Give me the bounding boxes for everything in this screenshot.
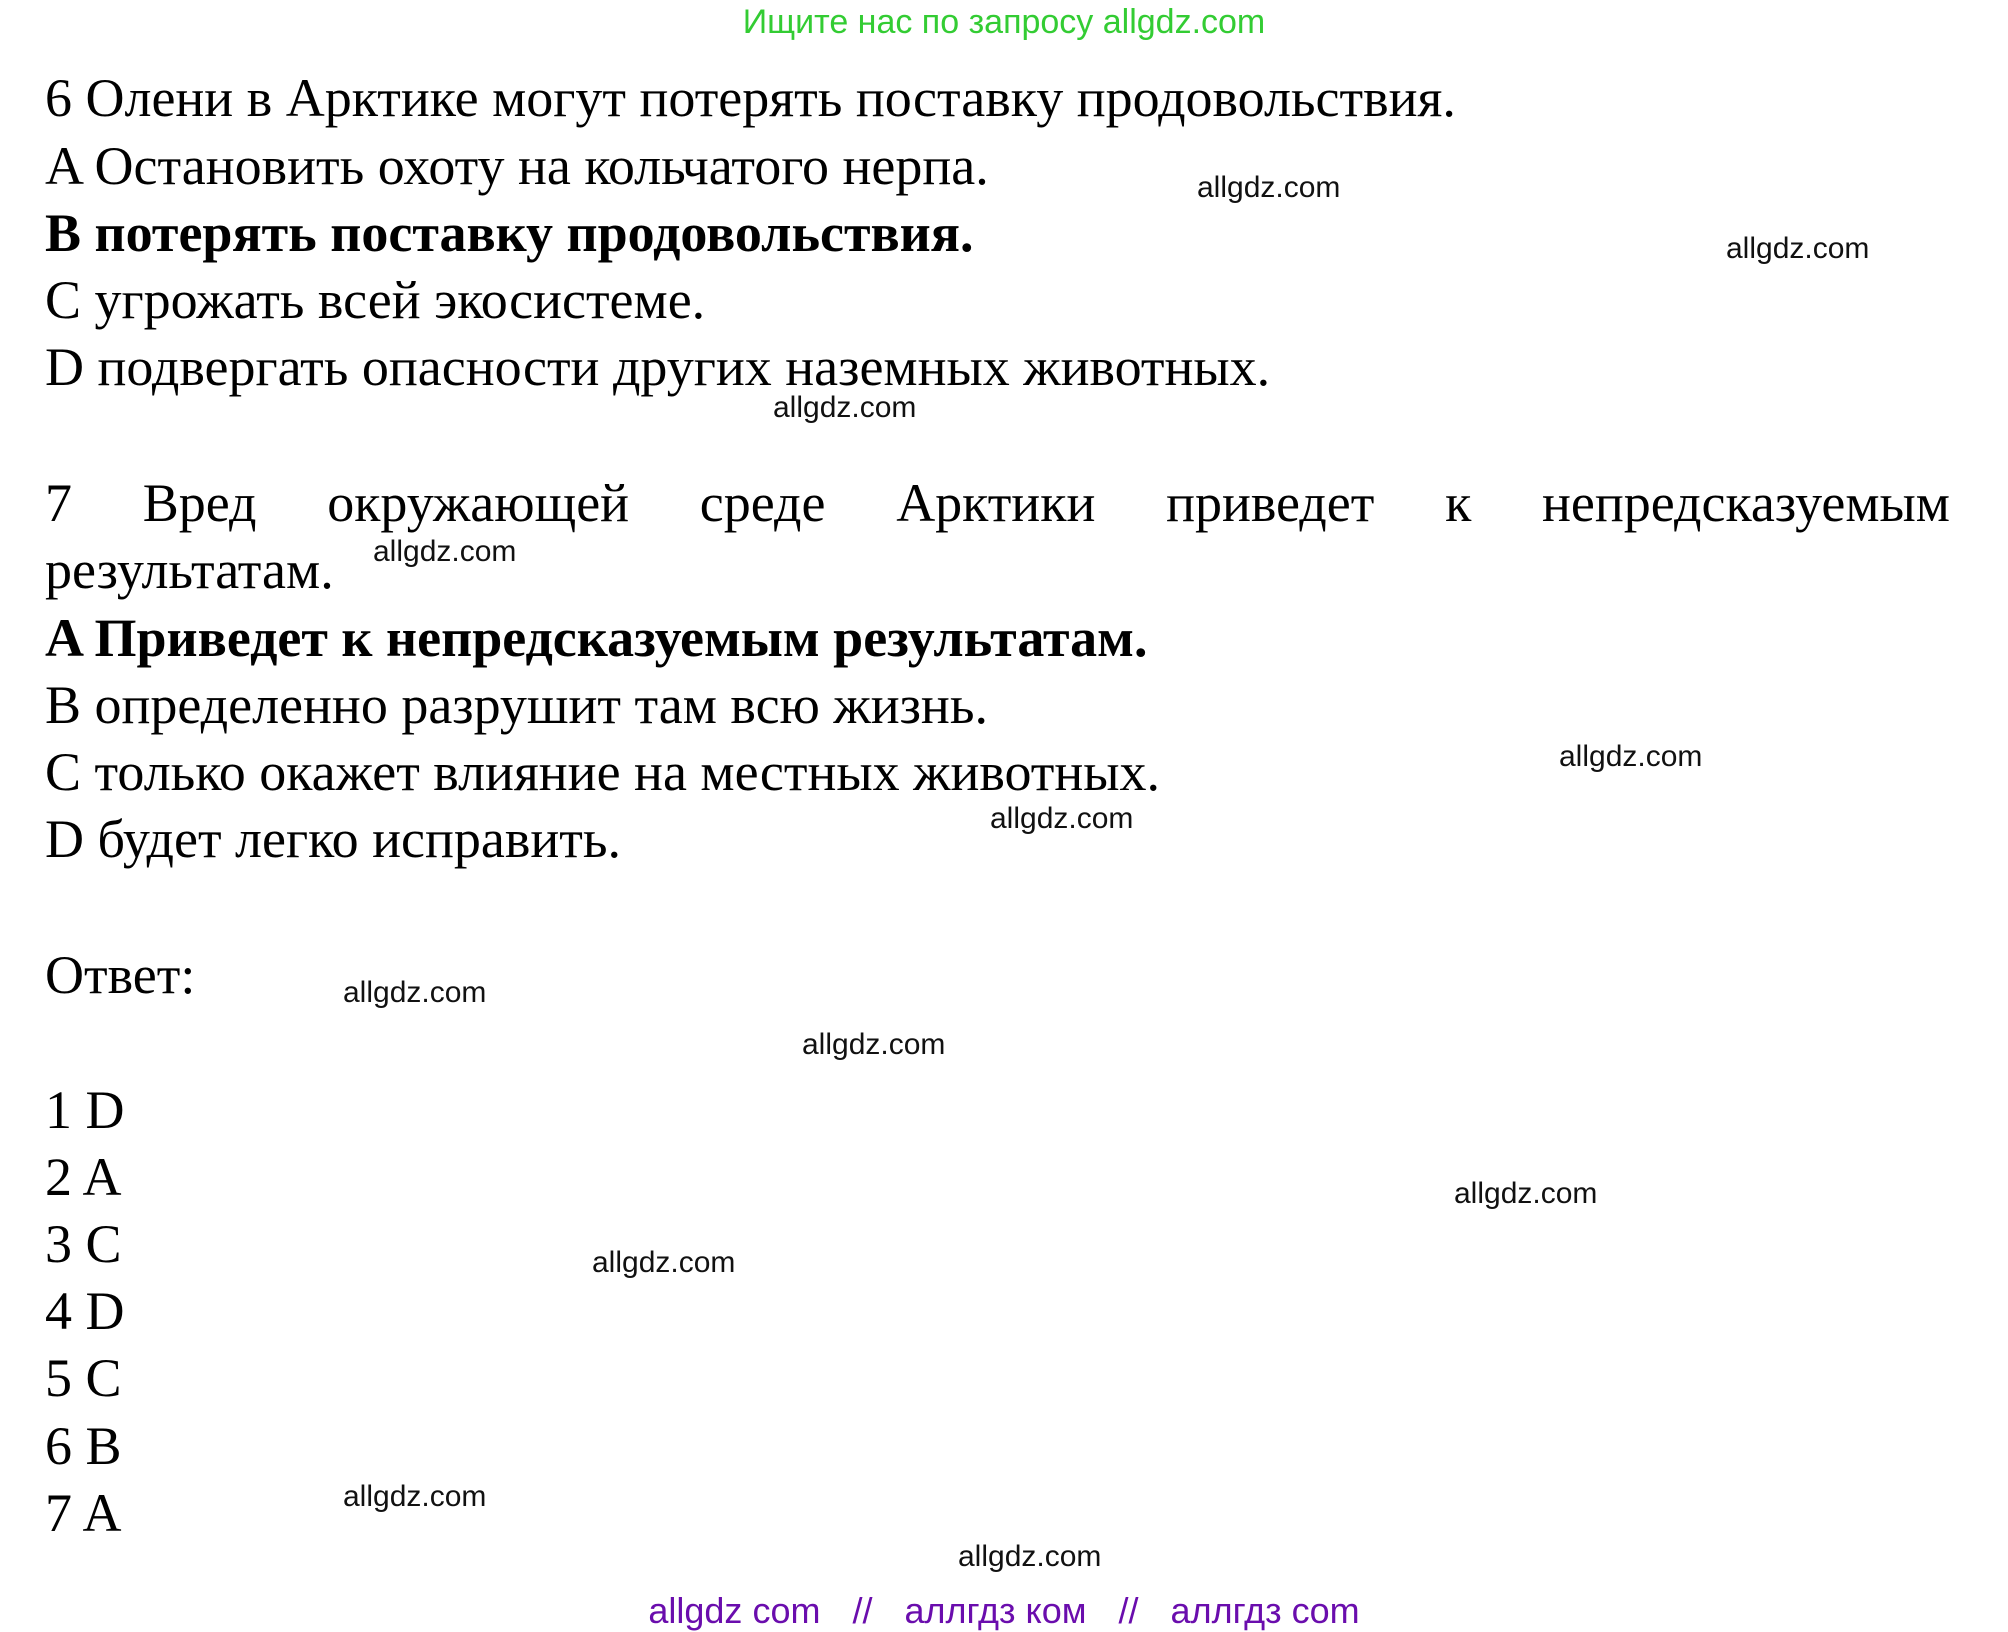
question-7-word: к [1445,473,1472,533]
question-7-option-d: D будет легко исправить. [45,809,621,869]
question-6-option-c: C угрожать всей экосистеме. [45,270,706,330]
answer-item: 1 D [45,1080,125,1140]
answer-item: 5 C [45,1348,122,1408]
question-7-option-a-correct: A Приведет к непредсказуемым результатам. [45,608,1148,668]
question-6-option-b-correct: B потерять поставку продовольствия. [45,203,974,263]
question-7-word: Арктики [896,473,1096,533]
question-7-word: приведет [1166,473,1375,533]
question-7-text-continued: результатам. [45,540,334,600]
answer-item: 2 A [45,1147,122,1207]
question-7-text [45,472,1950,534]
question-6-option-d: D подвергать опасности других наземных животных. [45,337,1271,397]
footer-separator: // [852,1590,873,1631]
question-6-text: 6 Олени в Арктике могут потерять поставку продовольствия. [45,68,1456,128]
question-7-word: непредсказуемым [1542,473,1950,533]
question-7-word: 7 [45,473,72,533]
question-6-option-a: A Остановить охоту на кольчатого нерпа. [45,136,989,196]
footer-separator: // [1118,1590,1139,1631]
footer-links [0,1590,2008,1632]
watermark: allgdz.com [592,1246,736,1279]
watermark: allgdz.com [802,1028,946,1061]
watermark: allgdz.com [990,802,1134,835]
answer-item: 3 C [45,1214,122,1274]
watermark: allgdz.com [773,391,917,424]
answer-item: 7 A [45,1483,122,1543]
answers-heading: Ответ: [45,945,196,1005]
question-7-option-b: B определенно разрушит там всю жизнь. [45,675,988,735]
question-7-option-c: C только окажет влияние на местных животных. [45,742,1161,802]
watermark: allgdz.com [958,1540,1102,1573]
footer-link-allgdz-kom[interactable]: аллгдз ком [904,1590,1087,1631]
question-7-word: среде [699,473,826,533]
answer-item: 4 D [45,1281,125,1341]
watermark: allgdz.com [1197,171,1341,204]
watermark: allgdz.com [343,1480,487,1513]
question-7-word: Вред [142,473,257,533]
question-7-word: окружающей [327,473,630,533]
top-banner: Ищите нас по запросу allgdz.com [742,3,1266,41]
footer-link-allgdz-com[interactable]: аллгдз com [1170,1590,1360,1631]
watermark: allgdz.com [343,976,487,1009]
footer-link-allgdz[interactable]: allgdz com [648,1590,821,1631]
answer-item: 6 B [45,1416,122,1476]
watermark: allgdz.com [1454,1177,1598,1210]
watermark: allgdz.com [373,535,517,568]
watermark: allgdz.com [1559,740,1703,773]
watermark: allgdz.com [1726,232,1870,265]
